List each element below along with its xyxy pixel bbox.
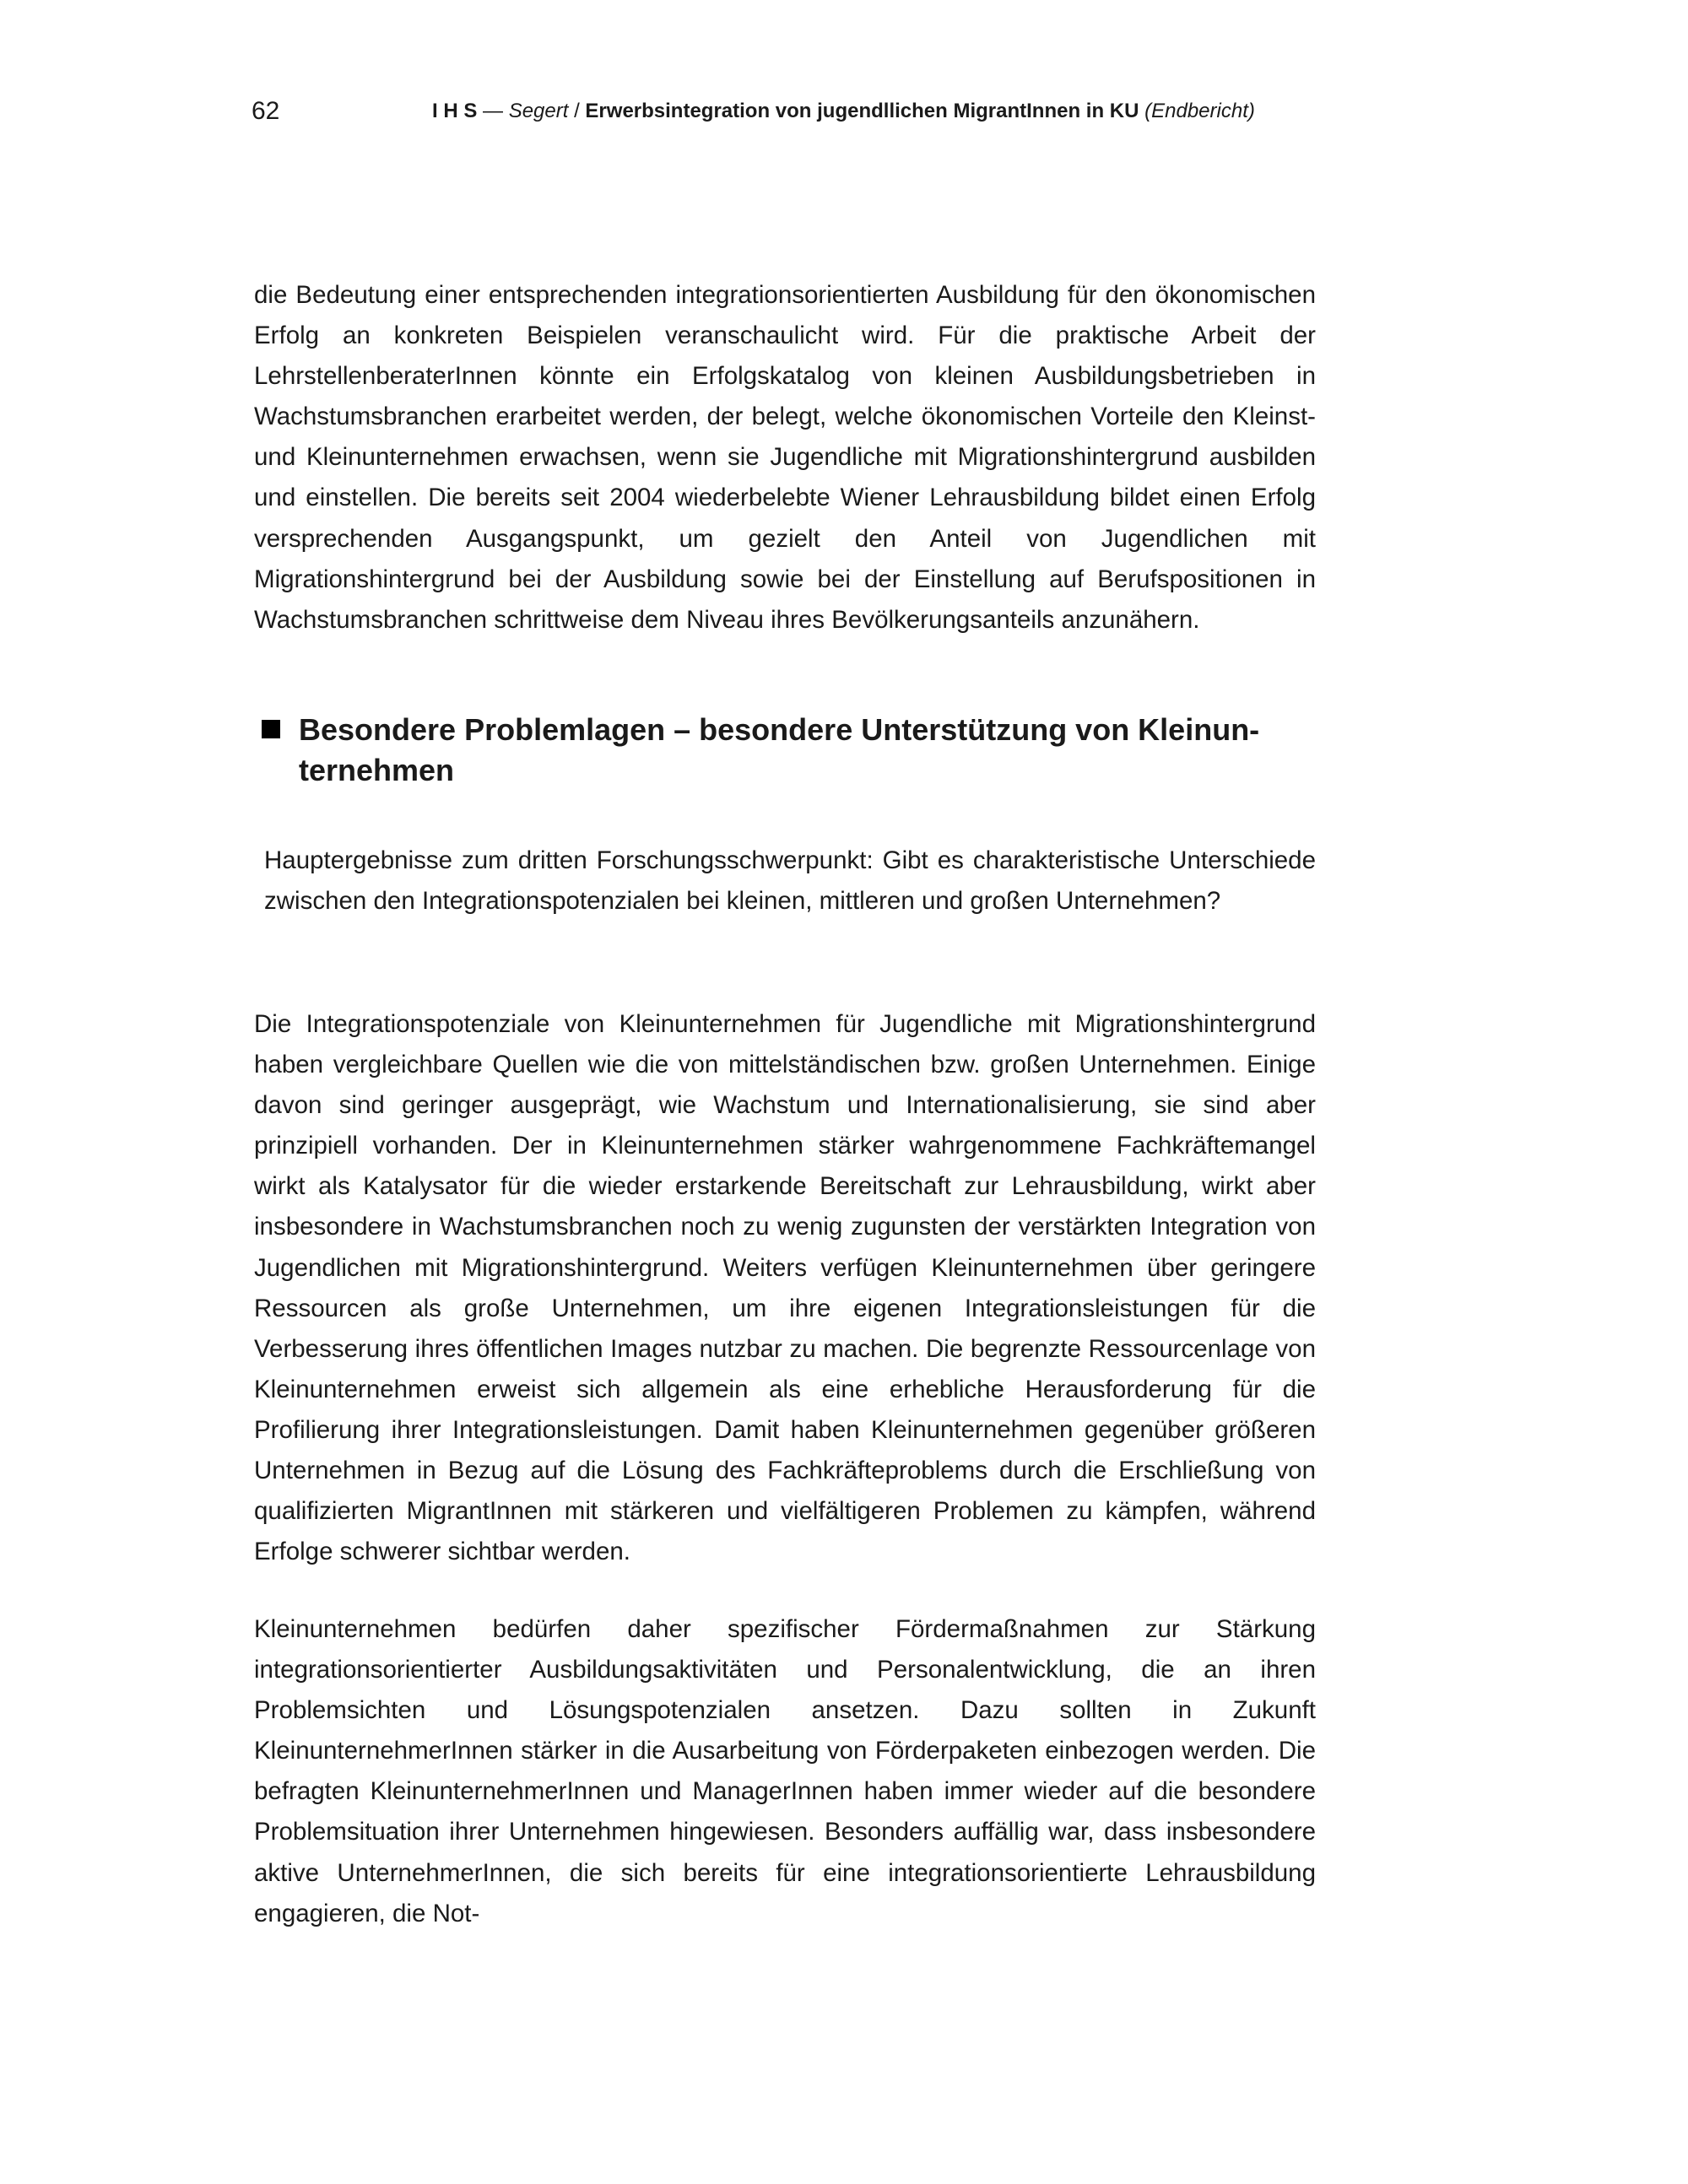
report-type: (Endbericht) [1144,100,1255,122]
report-title: Erwerbsintegration von jugendllichen MigrantInnen in KU [585,100,1139,122]
body-paragraph-3: Kleinunternehmen bedürfen daher spezifischer Fördermaßnahmen zur Stärkung integrationsorientierter Ausbildungsaktivitäten und Personalentwicklung, die an ihren Problemsichten und Lösungspotenzialen ansetzen. Dazu sollten in Zukunft KleinunternehmerInnen stärker in die Ausarbeitung von Förderpaketen einbezogen werden. Die befragten KleinunternehmerInnen und ManagerInnen haben immer wieder auf die besondere Problemsituation ihrer Unternehmen hingewiesen. Besonders auffällig war, dass insbesondere aktive UnternehmerInnen, die sich bereits für eine integrationsorientierte Lehrausbildung engagieren, die Not- [254,1615,1316,1927]
page-number: 62 [252,97,280,125]
body-paragraph-2: Die Integrationspotenziale von Kleinunternehmen für Jugendliche mit Migrationshintergrund haben vergleichbare Quellen wie die von mittelständischen bzw. großen Unternehmen. Einige davon sind geringer ausgeprägt, wie Wachstum und Internationalisierung, sie sind aber prinzipiell vorhanden. Der in Kleinunternehmen stärker wahrgenommene Fachkräftemangel wirkt als Katalysator für die wieder erstarkende Bereitschaft zur Lehrausbildung, wirkt aber insbesondere in Wachstumsbranchen noch zu wenig zugunsten der verstärkten Integration von Jugendlichen mit Migrationshintergrund. Weiters verfügen Kleinunternehmen über geringere Ressourcen als große Unternehmen, um ihre eigenen Integrationsleistungen für die Verbesserung ihres öffentlichen Images nutzbar zu machen. Die begrenzte Ressourcenlage von Kleinunternehmen erweist sich allgemein als eine erhebliche Herausforderung für die Profilierung ihrer Integrationsleistungen. Damit haben Kleinunternehmen gegenüber größeren Unternehmen in Bezug auf die Lösung des Fachkräfteproblems durch die Erschließung von qualifizierten MigrantInnen mit stärkeren und vielfältigeren Problemen zu kämpfen, während Erfolge schwerer sichtbar werden. [254,1010,1316,1566]
header-slash: / [568,100,586,122]
section-heading-text [299,710,1317,791]
institute-abbreviation: I H S [432,100,478,122]
square-bullet-icon [262,720,280,738]
section-heading [262,710,1317,791]
author-name: Segert [508,100,569,122]
running-header [432,96,1255,127]
section-heading-line-1: Besondere Problemlagen – besondere Unterstützung von Kleinun- [299,712,1260,747]
section-heading-line-2: ternehmen [299,753,455,787]
header-dash: — [477,100,509,122]
section-abstract: Hauptergebnisse zum dritten Forschungsschwerpunkt: Gibt es charakteristische Unterschiede zwischen den Integrationspotenzialen bei kleinen, mittleren und großen Unternehmen? [264,846,1316,916]
body-paragraph-1: die Bedeutung einer entsprechenden integrationsorientierten Ausbildung für den ökonomischen Erfolg an konkreten Beispielen veranschaulicht wird. Für die praktische Arbeit der LehrstellenberaterInnen könnte ein Erfolgskatalog von kleinen Ausbildungsbetrieben in Wachstumsbranchen erarbeitet werden, der belegt, welche ökonomischen Vorteile den Kleinst- und Kleinunternehmen erwachsen, wenn sie Jugendliche mit Migrationshintergrund ausbilden und einstellen. Die bereits seit 2004 wiederbelebte Wiener Lehrausbildung bildet einen Erfolg versprechenden Ausgangspunkt, um gezielt den Anteil von Jugendlichen mit Migrationshintergrund bei der Ausbildung sowie bei der Einstellung auf Berufspositionen in Wachstumsbranchen schrittweise dem Niveau ihres Bevölkerungsanteils anzunähern. [254,281,1316,634]
